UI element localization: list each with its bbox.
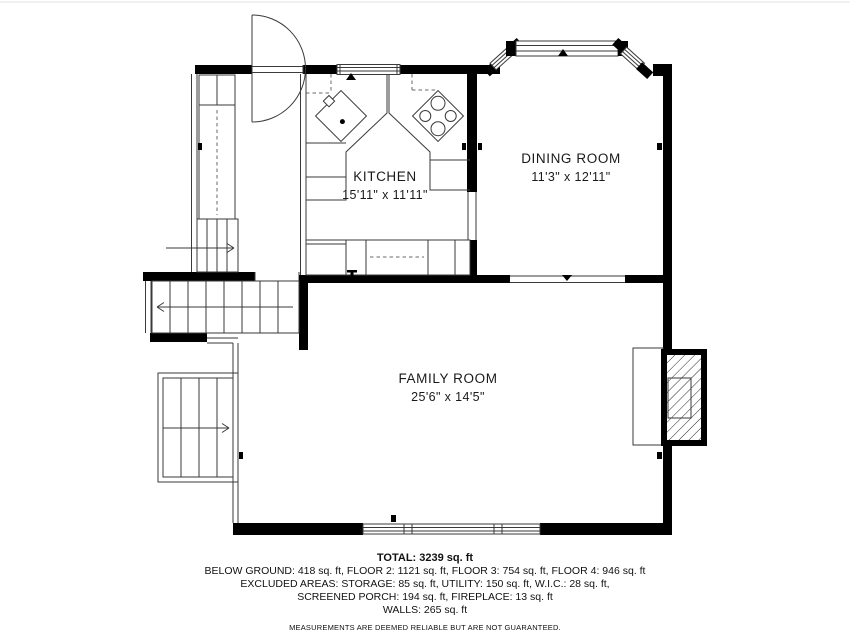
dining-room-dimensions: 11'3" x 12'11" xyxy=(531,170,611,184)
kitchen-window xyxy=(337,65,400,81)
staircase-upper xyxy=(166,219,238,272)
excluded-areas: EXCLUDED AREAS: STORAGE: 85 sq. ft, UTILITY: 150 sq. ft, W.I.C.: 28 sq. ft, xyxy=(240,578,610,590)
kitchen-label: KITCHEN xyxy=(353,169,417,184)
kitchen-sink xyxy=(312,87,366,141)
walls-area: WALLS: 265 sq. ft xyxy=(382,604,468,616)
family-room-windows xyxy=(363,515,540,534)
opening-marker xyxy=(562,275,572,281)
entry-door xyxy=(252,15,306,122)
bay-window xyxy=(484,38,672,79)
total-area: TOTAL: 3239 sq. ft xyxy=(376,552,474,564)
floor-areas: BELOW GROUND: 418 sq. ft, FLOOR 2: 1121 sq. ft, FLOOR 3: 754 sq. ft, FLOOR 4: 946 sq. ft xyxy=(204,565,646,577)
disclaimer: MEASUREMENTS ARE DEEMED RELIABLE BUT ARE NOT GUARANTEED. xyxy=(289,623,561,632)
family-room-label: FAMILY ROOM xyxy=(398,371,498,386)
base-cabinets xyxy=(306,240,470,275)
kitchen-stove xyxy=(413,91,464,142)
dining-room-label: DINING ROOM xyxy=(521,151,621,166)
pantry-cabinets xyxy=(199,75,235,219)
staircase-lower xyxy=(152,281,299,333)
stair-arrow-up xyxy=(166,244,234,253)
stair-arrow-down xyxy=(157,303,293,312)
fireplace xyxy=(633,348,707,446)
family-room-dimensions: 25'6" x 14'5" xyxy=(411,390,485,404)
window-marker xyxy=(391,515,396,522)
kitchen-dimensions: 15'11" x 11'11" xyxy=(342,188,428,202)
staircase-exterior xyxy=(158,373,238,482)
fireplace-hearth xyxy=(633,348,663,445)
porch-fireplace-areas: SCREENED PORCH: 194 sq. ft, FIREPLACE: 13 sq. ft xyxy=(297,591,553,603)
stair-arrow-exterior xyxy=(163,424,229,433)
area-summary xyxy=(0,552,850,632)
